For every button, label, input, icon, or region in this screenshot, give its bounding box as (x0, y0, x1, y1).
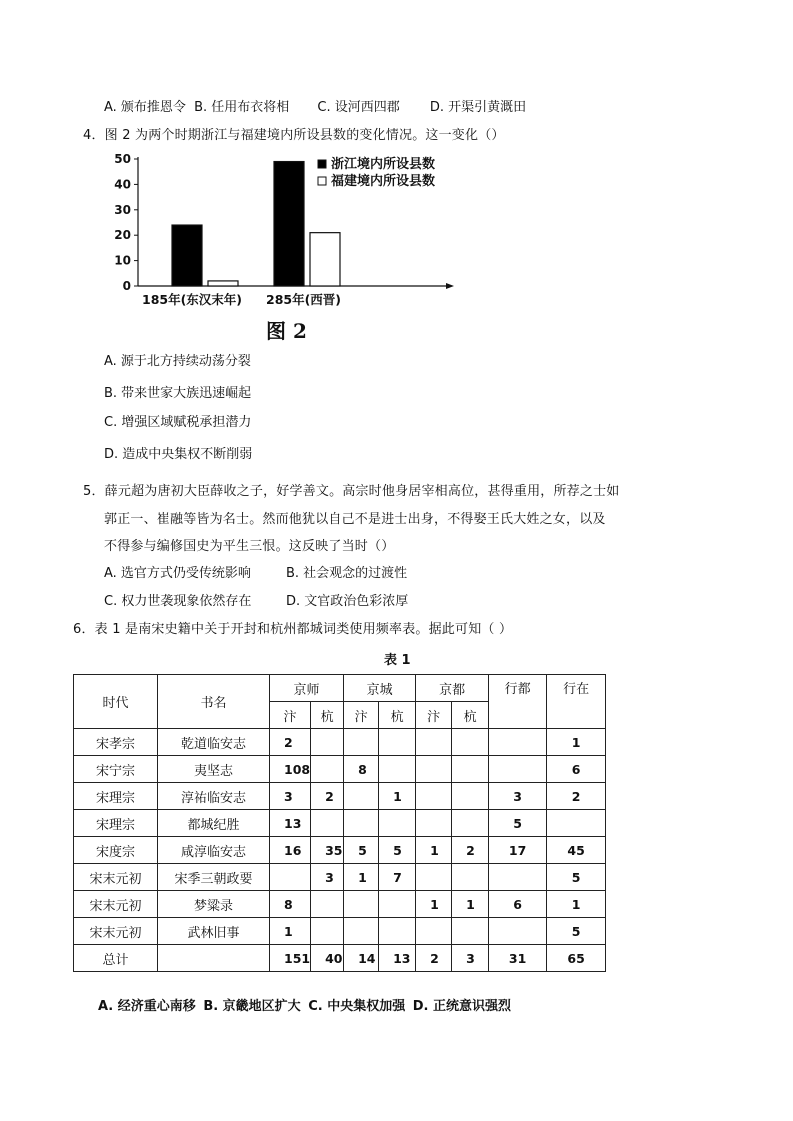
cell-value: 1 (547, 729, 606, 756)
table-row (74, 918, 606, 945)
bar-fujian-1 (310, 233, 340, 286)
bar-fujian-0 (208, 281, 238, 286)
cell-value: 1 (452, 891, 489, 918)
bar-zhejiang-0 (172, 225, 202, 286)
cell-value: 5 (547, 864, 606, 891)
cell-value: 65 (547, 945, 606, 972)
cell-value: 108 (270, 756, 311, 783)
cell-value (416, 810, 452, 837)
table-row (74, 756, 606, 783)
cell-value (452, 918, 489, 945)
table-row (74, 864, 606, 891)
q5-option-a: A. 选官方式仍受传统影响 (104, 566, 251, 581)
header-hang: 杭 (379, 702, 416, 729)
cell-value: 35 (311, 837, 344, 864)
header-xingdu: 行都 (489, 675, 547, 729)
cell-value: 1 (547, 891, 606, 918)
header-bian: 汴 (416, 702, 452, 729)
q5-line-1: 5．薛元超为唐初大臣薛收之子，好学善文。高宗时他身居宰相高位，甚得重用，所荐之士如 (83, 484, 620, 499)
cell-value (311, 756, 344, 783)
q5-line-3: 不得参与编修国史为平生三恨。这反映了当时（） (104, 539, 395, 554)
cell-value: 2 (547, 783, 606, 810)
cell-value (452, 729, 489, 756)
cell-book: 乾道临安志 (158, 729, 270, 756)
cell-era: 宋末元初 (74, 891, 158, 918)
cell-value: 151 (270, 945, 311, 972)
cell-value (379, 918, 416, 945)
x-category-label: 185年(东汉末年) (142, 292, 243, 307)
cell-value (452, 756, 489, 783)
q5-option-d: D. 文官政治色彩浓厚 (286, 594, 409, 609)
q4-stem: 4．图 2 为两个时期浙江与福建境内所设县数的变化情况。这一变化（） (83, 128, 505, 143)
cell-value (311, 810, 344, 837)
cell-value (311, 918, 344, 945)
cell-value (416, 783, 452, 810)
cell-value (344, 918, 379, 945)
cell-value: 8 (344, 756, 379, 783)
cell-book: 都城纪胜 (158, 810, 270, 837)
cell-era: 宋末元初 (74, 864, 158, 891)
table-header-row-1 (74, 675, 606, 702)
q5-option-b: B. 社会观念的过渡性 (286, 566, 408, 581)
cell-value: 1 (379, 783, 416, 810)
cell-value (452, 783, 489, 810)
cell-value: 45 (547, 837, 606, 864)
cell-book: 武林旧事 (158, 918, 270, 945)
y-tick-label: 20 (114, 228, 131, 243)
cell-value: 40 (311, 945, 344, 972)
q6-options (98, 995, 511, 1014)
header-jingcheng: 京城 (344, 675, 416, 702)
y-tick-label: 0 (122, 279, 131, 293)
cell-era: 宋理宗 (74, 783, 158, 810)
table-row (74, 810, 606, 837)
cell-era: 总计 (74, 945, 158, 972)
cell-value: 1 (344, 864, 379, 891)
q3-option-a: A. 颁布推恩令 (104, 100, 186, 115)
cell-value: 2 (452, 837, 489, 864)
cell-book: 咸淳临安志 (158, 837, 270, 864)
cell-value: 6 (547, 756, 606, 783)
cell-value: 17 (489, 837, 547, 864)
legend-swatch (318, 177, 326, 185)
cell-value: 5 (489, 810, 547, 837)
cell-value: 14 (344, 945, 379, 972)
x-axis-arrow (446, 283, 454, 289)
table-row (74, 891, 606, 918)
cell-value: 1 (416, 891, 452, 918)
cell-value: 13 (270, 810, 311, 837)
x-category-label: 285年(西晋) (266, 292, 342, 307)
cell-value (270, 864, 311, 891)
cell-value (547, 810, 606, 837)
q4-option-a: A. 源于北方持续动荡分裂 (104, 354, 251, 369)
cell-book: 宋季三朝政要 (158, 864, 270, 891)
cell-value: 5 (547, 918, 606, 945)
y-tick-label: 30 (114, 202, 131, 217)
q3-option-d: D. 开渠引黄溉田 (429, 100, 527, 115)
y-tick-label: 50 (114, 152, 131, 166)
y-tick-label: 40 (114, 177, 131, 192)
figure-caption: 图 2 (266, 319, 307, 343)
cell-value (416, 864, 452, 891)
cell-value: 16 (270, 837, 311, 864)
header-bian: 汴 (270, 702, 311, 729)
table-row (74, 837, 606, 864)
q5-option-c: C. 权力世袭现象依然存在 (104, 594, 252, 609)
cell-era: 宋末元初 (74, 918, 158, 945)
table-row (74, 945, 606, 972)
cell-value: 13 (379, 945, 416, 972)
q6-option-d: D. 正统意识强烈 (412, 999, 512, 1014)
legend-swatch (318, 160, 326, 168)
cell-book: 淳祐临安志 (158, 783, 270, 810)
cell-value (416, 918, 452, 945)
cell-value (489, 729, 547, 756)
cell-value: 2 (416, 945, 452, 972)
cell-era: 宋度宗 (74, 837, 158, 864)
cell-value: 6 (489, 891, 547, 918)
header-hang: 杭 (452, 702, 489, 729)
cell-value (379, 891, 416, 918)
cell-book: 梦粱录 (158, 891, 270, 918)
cell-book: 夷坚志 (158, 756, 270, 783)
cell-value (379, 729, 416, 756)
header-jingdu: 京都 (416, 675, 489, 702)
cell-value (311, 729, 344, 756)
table-row (74, 783, 606, 810)
cell-value: 3 (489, 783, 547, 810)
q3-options (104, 96, 526, 115)
cell-value: 2 (270, 729, 311, 756)
q4-option-d: D. 造成中央集权不断削弱 (104, 447, 253, 462)
q3-option-c: C. 设河西四郡 (317, 100, 400, 115)
q6-option-c: C. 中央集权加强 (308, 999, 406, 1014)
cell-value: 3 (311, 864, 344, 891)
cell-value (344, 810, 379, 837)
cell-value: 2 (311, 783, 344, 810)
cell-value (452, 864, 489, 891)
q6-option-b: B. 京畿地区扩大 (203, 999, 301, 1014)
cell-value (344, 783, 379, 810)
cell-value: 5 (344, 837, 379, 864)
cell-value: 1 (270, 918, 311, 945)
cell-value (311, 891, 344, 918)
cell-value: 7 (379, 864, 416, 891)
cell-value (344, 891, 379, 918)
cell-value (379, 810, 416, 837)
header-xingzai: 行在 (547, 675, 606, 729)
cell-era: 宋理宗 (74, 810, 158, 837)
header-hang: 杭 (311, 702, 344, 729)
legend-label: 福建境内所设县数 (331, 174, 436, 189)
q4-option-c: C. 增强区域赋税承担潜力 (104, 415, 252, 430)
cell-value: 5 (379, 837, 416, 864)
table-caption: 表 1 (384, 653, 411, 668)
cell-value (379, 756, 416, 783)
cell-value: 8 (270, 891, 311, 918)
cell-value: 3 (452, 945, 489, 972)
header-era: 时代 (74, 675, 158, 729)
header-book: 书名 (158, 675, 270, 729)
cell-value (489, 918, 547, 945)
cell-value: 1 (416, 837, 452, 864)
cell-value (416, 756, 452, 783)
cell-era: 宋孝宗 (74, 729, 158, 756)
q3-option-b: B. 任用布衣将相 (194, 100, 290, 115)
q6-option-a: A. 经济重心南移 (98, 999, 196, 1014)
cell-value: 3 (270, 783, 311, 810)
y-tick-label: 10 (114, 253, 131, 268)
header-jingshi: 京师 (270, 675, 344, 702)
table-row (74, 729, 606, 756)
cell-book (158, 945, 270, 972)
q4-option-b: B. 带来世家大族迅速崛起 (104, 386, 252, 401)
cell-value (489, 756, 547, 783)
cell-value: 31 (489, 945, 547, 972)
legend-label: 浙江境内所设县数 (331, 157, 436, 172)
cell-value (489, 864, 547, 891)
header-bian: 汴 (344, 702, 379, 729)
q6-stem: 6．表 1 是南宋史籍中关于开封和杭州都城词类使用频率表。据此可知（ ） (73, 622, 513, 637)
usage-frequency-table (73, 674, 606, 972)
cell-value (416, 729, 452, 756)
cell-value (452, 810, 489, 837)
q5-line-2: 郭正一、崔融等皆为名士。然而他犹以自己不是进士出身，不得娶王氏大姓之女，以及 (104, 512, 606, 527)
bar-zhejiang-1 (274, 162, 304, 286)
cell-value (344, 729, 379, 756)
cell-era: 宋宁宗 (74, 756, 158, 783)
